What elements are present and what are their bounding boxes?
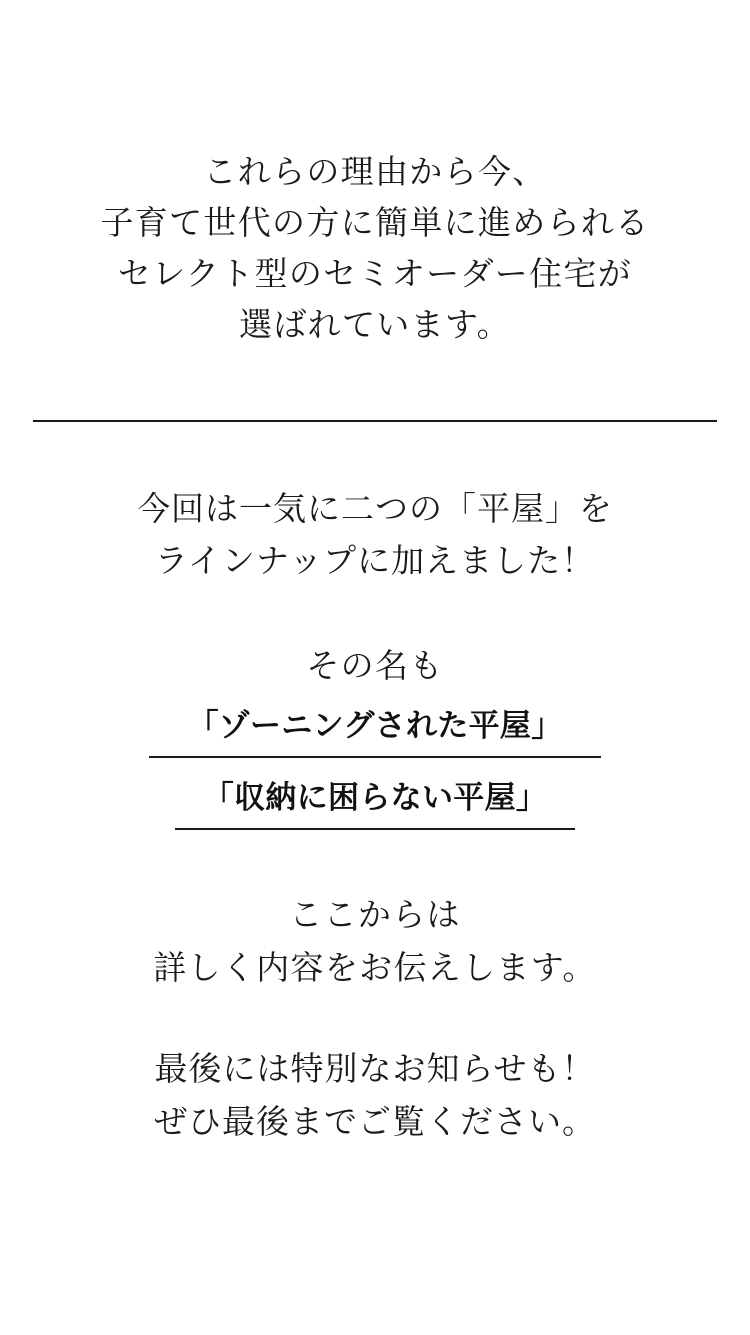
detail-line: ここからは bbox=[289, 898, 461, 934]
intro-line: セレクト型のセミオーダー住宅が bbox=[117, 257, 633, 293]
closing-line: ぜひ最後までご覧ください。 bbox=[154, 1105, 596, 1141]
product-name-item: 「収納に困らない平屋」 bbox=[175, 772, 575, 830]
intro-section bbox=[100, 148, 649, 352]
product-name-list bbox=[149, 700, 601, 830]
section-divider bbox=[33, 420, 717, 422]
intro-line: 子育て世代の方に簡単に進められる bbox=[100, 206, 650, 242]
lead-line: 今回は一気に二つの「平屋」を bbox=[137, 492, 613, 528]
detail-line: 詳しく内容をお伝えします。 bbox=[153, 951, 597, 987]
closing-line: 最後には特別なお知らせも！ bbox=[154, 1052, 596, 1088]
detail-section bbox=[153, 890, 597, 996]
section-divider-wrap bbox=[0, 420, 750, 422]
intro-line: これらの理由から今、 bbox=[203, 155, 547, 191]
intro-line: 選ばれています。 bbox=[239, 308, 511, 344]
name-intro-text: その名も bbox=[306, 649, 444, 685]
product-name-item: 「ゾーニングされた平屋」 bbox=[149, 700, 601, 758]
closing-section bbox=[154, 1044, 596, 1150]
lead-section bbox=[137, 484, 613, 588]
lead-line: ラインナップに加えました！ bbox=[154, 544, 596, 580]
